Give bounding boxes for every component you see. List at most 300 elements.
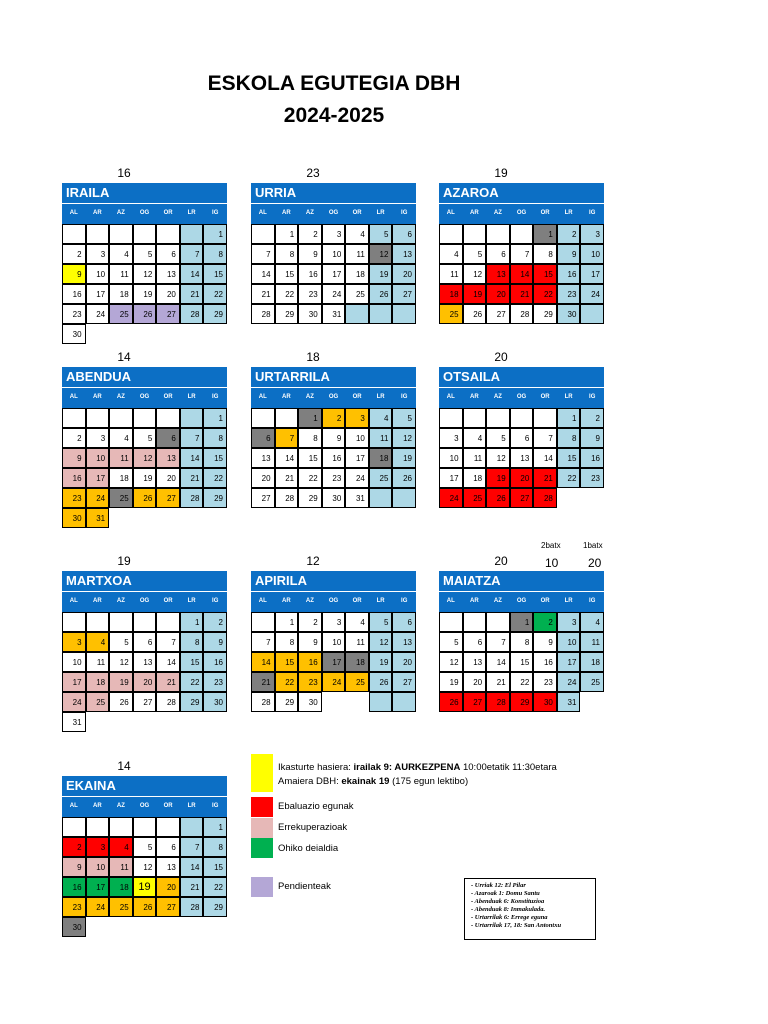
day-cell: 4	[109, 428, 133, 448]
day-cell: 14	[180, 448, 204, 468]
day-cell: 16	[203, 652, 227, 672]
weekday-header: AL	[258, 210, 267, 216]
empty-day-cell	[510, 224, 534, 244]
day-cell: 5	[463, 244, 487, 264]
weekday-header: AR	[93, 803, 102, 809]
month-name: MAIATZA	[439, 571, 604, 591]
day-cell: 29	[203, 304, 227, 324]
day-cell: 15	[203, 264, 227, 284]
day-cell: 11	[109, 264, 133, 284]
day-cell: 4	[580, 612, 604, 632]
day-cell: 28	[533, 488, 557, 508]
day-cell: 24	[86, 304, 110, 324]
note-line: - Abenduak 6: Konstituzioa	[471, 898, 545, 905]
day-cell: 27	[510, 488, 534, 508]
day-cell: 15	[533, 264, 557, 284]
weekday-header: AL	[69, 803, 78, 809]
day-cell: 22	[557, 468, 581, 488]
month-azaroa	[439, 166, 604, 324]
weekday-header: OR	[163, 598, 173, 604]
empty-day-cell	[203, 324, 227, 344]
day-cell: 25	[345, 284, 369, 304]
day-cell: 19	[133, 877, 157, 897]
weekday-header-row	[62, 203, 227, 224]
empty-day-cell	[463, 612, 487, 632]
empty-day-cell	[463, 408, 487, 428]
day-cell: 27	[392, 672, 416, 692]
weekday-header: OR	[163, 394, 173, 400]
day-cell: 9	[533, 632, 557, 652]
weekday-header: OG	[328, 394, 339, 400]
day-cell: 18	[580, 652, 604, 672]
month-day-grid	[439, 408, 604, 508]
day-cell: 8	[275, 632, 299, 652]
day-cell: 2	[322, 408, 346, 428]
day-cell: 7	[486, 632, 510, 652]
day-cell: 27	[251, 488, 275, 508]
day-cell: 18	[86, 672, 110, 692]
day-cell: 29	[203, 488, 227, 508]
empty-day-cell	[203, 712, 227, 732]
day-cell: 15	[275, 652, 299, 672]
weekday-header: IG	[401, 210, 408, 216]
day-cell: 28	[275, 488, 299, 508]
day-cell: 24	[557, 672, 581, 692]
day-cell: 1	[275, 612, 299, 632]
day-cell: 3	[62, 632, 86, 652]
day-cell: 12	[133, 857, 157, 877]
weekday-header: AZ	[116, 598, 125, 604]
weekday-header: AR	[282, 598, 291, 604]
empty-day-cell	[439, 612, 463, 632]
day-cell: 11	[439, 264, 463, 284]
empty-day-cell	[133, 508, 157, 528]
weekday-header: LR	[376, 210, 385, 216]
month-martxoa	[62, 554, 227, 732]
weekday-header-row	[62, 796, 227, 817]
day-cell: 23	[580, 468, 604, 488]
day-cell: 29	[533, 304, 557, 324]
day-cell: 16	[62, 468, 86, 488]
day-cell: 2	[203, 612, 227, 632]
month-ekaina	[62, 759, 227, 937]
day-cell: 18	[439, 284, 463, 304]
empty-day-cell	[510, 408, 534, 428]
weekday-header: AZ	[493, 210, 502, 216]
day-cell: 21	[510, 284, 534, 304]
day-cell: 21	[251, 672, 275, 692]
day-cell: 10	[322, 632, 346, 652]
day-cell: 17	[557, 652, 581, 672]
weekday-header: IG	[401, 394, 408, 400]
day-cell: 1	[203, 817, 227, 837]
weekday-header: AR	[282, 210, 291, 216]
day-cell: 13	[156, 264, 180, 284]
legend-rec-label: Errekuperazioak	[278, 822, 348, 833]
empty-day-cell	[180, 917, 204, 937]
day-cell: 6	[392, 224, 416, 244]
day-cell: 10	[580, 244, 604, 264]
weekday-header: AZ	[493, 598, 502, 604]
day-cell: 5	[439, 632, 463, 652]
day-cell: 24	[86, 488, 110, 508]
day-cell: 24	[345, 468, 369, 488]
weekday-header: AR	[93, 394, 102, 400]
day-cell: 8	[298, 428, 322, 448]
weekday-header: LR	[564, 598, 573, 604]
empty-day-cell	[133, 917, 157, 937]
day-cell: 19	[439, 672, 463, 692]
empty-day-cell	[156, 224, 180, 244]
day-cell: 16	[298, 652, 322, 672]
day-cell: 25	[109, 488, 133, 508]
day-cell: 10	[86, 264, 110, 284]
empty-day-cell	[62, 408, 86, 428]
day-cell: 12	[463, 264, 487, 284]
empty-day-cell	[486, 612, 510, 632]
day-cell: 22	[510, 672, 534, 692]
day-cell: 8	[275, 244, 299, 264]
weekday-header: AL	[446, 394, 455, 400]
day-cell: 12	[133, 448, 157, 468]
empty-day-cell	[109, 917, 133, 937]
empty-day-cell	[109, 224, 133, 244]
day-cell: 15	[203, 448, 227, 468]
day-cell: 5	[133, 244, 157, 264]
day-cell: 23	[203, 672, 227, 692]
day-cell: 10	[557, 632, 581, 652]
weekday-header: OR	[163, 210, 173, 216]
note-line: - Urtarrilak 17, 18: San Antontxu	[471, 922, 562, 929]
empty-day-cell	[86, 712, 110, 732]
day-cell: 17	[580, 264, 604, 284]
day-cell: 26	[369, 284, 393, 304]
month-name: ABENDUA	[62, 367, 227, 387]
weekday-header: LR	[564, 394, 573, 400]
weekday-header: AR	[470, 210, 479, 216]
day-cell: 14	[156, 652, 180, 672]
empty-day-cell	[156, 817, 180, 837]
month-name: EKAINA	[62, 776, 227, 796]
day-cell: 12	[439, 652, 463, 672]
day-cell: 3	[322, 224, 346, 244]
day-cell: 2	[533, 612, 557, 632]
empty-day-cell	[369, 488, 393, 508]
day-cell: 8	[203, 428, 227, 448]
weekday-header: LR	[564, 210, 573, 216]
weekday-header: OR	[352, 598, 362, 604]
day-cell: 22	[203, 877, 227, 897]
day-cell: 9	[322, 428, 346, 448]
day-cell: 24	[322, 672, 346, 692]
month-school-days-count: 16	[117, 166, 131, 180]
holidays-notes-box	[464, 878, 596, 940]
day-cell: 7	[251, 244, 275, 264]
weekday-header: AZ	[305, 394, 314, 400]
day-cell: 11	[109, 857, 133, 877]
month-day-grid	[62, 612, 227, 732]
day-cell: 18	[109, 468, 133, 488]
legend-start-line1: Ikasturte hasiera: irailak 9: AURKEZPENA 10:00etatik 11:30etara	[278, 762, 557, 773]
weekday-header-row	[251, 591, 416, 612]
day-cell: 12	[109, 652, 133, 672]
month-school-days-count: 19	[117, 554, 131, 568]
month-name: MARTXOA	[62, 571, 227, 591]
weekday-header: LR	[187, 598, 196, 604]
day-cell: 1	[298, 408, 322, 428]
day-cell: 26	[369, 672, 393, 692]
day-cell: 16	[557, 264, 581, 284]
day-cell: 23	[322, 468, 346, 488]
day-cell: 13	[510, 448, 534, 468]
day-cell: 10	[322, 244, 346, 264]
empty-day-cell	[203, 917, 227, 937]
day-cell: 16	[298, 264, 322, 284]
weekday-header: AR	[470, 394, 479, 400]
weekday-header: OG	[516, 598, 527, 604]
day-cell: 18	[369, 448, 393, 468]
day-cell: 30	[298, 692, 322, 712]
month-name: OTSAILA	[439, 367, 604, 387]
month-day-grid	[439, 612, 604, 712]
day-cell: 30	[62, 508, 86, 528]
day-cell: 6	[486, 244, 510, 264]
day-cell: 17	[322, 652, 346, 672]
month-school-days-count: 12	[306, 554, 320, 568]
weekday-header: LR	[187, 210, 196, 216]
day-cell: 19	[369, 652, 393, 672]
day-cell: 22	[203, 468, 227, 488]
day-cell: 7	[156, 632, 180, 652]
empty-day-cell	[322, 692, 346, 712]
day-cell: 13	[156, 448, 180, 468]
day-cell: 9	[62, 264, 86, 284]
empty-day-cell	[109, 712, 133, 732]
day-cell: 1	[510, 612, 534, 632]
day-cell: 31	[62, 712, 86, 732]
day-cell: 28	[180, 897, 204, 917]
day-cell: 26	[486, 488, 510, 508]
day-cell: 30	[322, 488, 346, 508]
day-cell: 24	[580, 284, 604, 304]
day-cell: 20	[392, 652, 416, 672]
day-cell: 30	[203, 692, 227, 712]
day-cell: 8	[203, 837, 227, 857]
day-cell: 7	[510, 244, 534, 264]
empty-day-cell	[133, 324, 157, 344]
day-cell: 29	[275, 304, 299, 324]
empty-day-cell	[133, 712, 157, 732]
day-cell: 11	[86, 652, 110, 672]
weekday-header: AL	[446, 598, 455, 604]
day-cell: 17	[86, 877, 110, 897]
day-cell: 25	[345, 672, 369, 692]
day-cell: 17	[86, 468, 110, 488]
day-cell: 27	[392, 284, 416, 304]
empty-day-cell	[62, 612, 86, 632]
day-cell: 23	[298, 284, 322, 304]
day-cell: 26	[109, 692, 133, 712]
day-cell: 25	[109, 304, 133, 324]
empty-day-cell	[156, 508, 180, 528]
day-cell: 28	[180, 488, 204, 508]
month-name: APIRILA	[251, 571, 416, 591]
day-cell: 21	[486, 672, 510, 692]
day-cell: 10	[86, 448, 110, 468]
day-cell: 14	[510, 264, 534, 284]
day-cell: 18	[109, 877, 133, 897]
empty-day-cell	[251, 612, 275, 632]
day-cell: 22	[275, 672, 299, 692]
weekday-header-row	[62, 591, 227, 612]
empty-day-cell	[109, 324, 133, 344]
day-cell: 30	[62, 917, 86, 937]
day-cell: 10	[439, 448, 463, 468]
day-cell: 8	[203, 244, 227, 264]
day-cell: 16	[62, 877, 86, 897]
note-line: - Azaroak 1: Domu Santu	[471, 890, 540, 897]
day-cell: 4	[439, 244, 463, 264]
day-cell: 9	[557, 244, 581, 264]
day-cell: 28	[156, 692, 180, 712]
weekday-header: OR	[163, 803, 173, 809]
day-cell: 1	[275, 224, 299, 244]
empty-day-cell	[86, 612, 110, 632]
day-cell: 9	[580, 428, 604, 448]
day-cell: 18	[463, 468, 487, 488]
day-cell: 26	[133, 488, 157, 508]
day-cell: 2	[298, 224, 322, 244]
note-line: - Urriak 12: El Pilar	[471, 882, 526, 889]
day-cell: 23	[62, 897, 86, 917]
legend-eval-label: Ebaluazio egunak	[278, 801, 354, 812]
day-cell: 21	[533, 468, 557, 488]
day-cell: 4	[345, 224, 369, 244]
day-cell: 23	[298, 672, 322, 692]
day-cell: 24	[86, 897, 110, 917]
day-cell: 22	[533, 284, 557, 304]
day-cell: 2	[62, 837, 86, 857]
day-cell: 20	[463, 672, 487, 692]
day-cell: 10	[62, 652, 86, 672]
day-cell: 5	[369, 224, 393, 244]
day-cell: 13	[156, 857, 180, 877]
month-urtarrila	[251, 350, 416, 508]
legend-swatch-rec	[251, 818, 273, 838]
weekday-header-row	[439, 591, 604, 612]
day-cell: 3	[322, 612, 346, 632]
weekday-header-row	[439, 203, 604, 224]
month-day-grid	[251, 612, 416, 712]
day-cell: 6	[156, 244, 180, 264]
day-cell: 30	[62, 324, 86, 344]
empty-day-cell	[203, 508, 227, 528]
day-cell: 16	[533, 652, 557, 672]
empty-day-cell	[251, 224, 275, 244]
weekday-header: AZ	[116, 803, 125, 809]
month-day-grid	[251, 408, 416, 508]
weekday-header: AL	[69, 210, 78, 216]
day-cell: 4	[109, 244, 133, 264]
day-cell: 6	[156, 428, 180, 448]
day-cell: 26	[439, 692, 463, 712]
day-cell: 15	[180, 652, 204, 672]
day-cell: 12	[369, 244, 393, 264]
day-cell: 12	[369, 632, 393, 652]
empty-day-cell	[557, 488, 581, 508]
empty-day-cell	[180, 324, 204, 344]
month-school-days-count: 14	[117, 759, 131, 773]
note-line: - Urtarrilak 6: Errege eguna	[471, 914, 548, 921]
weekday-header: LR	[376, 394, 385, 400]
weekday-header: OG	[516, 394, 527, 400]
day-cell: 17	[322, 264, 346, 284]
day-cell: 11	[345, 244, 369, 264]
day-cell: 24	[322, 284, 346, 304]
day-cell: 2	[557, 224, 581, 244]
day-cell: 21	[251, 284, 275, 304]
weekday-header: AZ	[305, 210, 314, 216]
day-cell: 28	[486, 692, 510, 712]
weekday-header: OG	[139, 803, 150, 809]
empty-day-cell	[180, 408, 204, 428]
day-cell: 1	[203, 224, 227, 244]
day-cell: 23	[62, 304, 86, 324]
empty-day-cell	[580, 304, 604, 324]
day-cell: 17	[345, 448, 369, 468]
day-cell: 1	[180, 612, 204, 632]
day-cell: 23	[533, 672, 557, 692]
weekday-header-row	[62, 387, 227, 408]
day-cell: 22	[298, 468, 322, 488]
day-cell: 11	[109, 448, 133, 468]
month-maiatza	[439, 554, 604, 712]
day-cell: 27	[156, 488, 180, 508]
empty-day-cell	[180, 817, 204, 837]
month-school-days-count: 18	[306, 350, 320, 364]
weekday-header: AZ	[116, 394, 125, 400]
day-cell: 2	[298, 612, 322, 632]
day-cell: 3	[557, 612, 581, 632]
day-cell: 4	[345, 612, 369, 632]
day-cell: 7	[180, 837, 204, 857]
day-cell: 9	[298, 632, 322, 652]
day-cell: 28	[251, 692, 275, 712]
note-line: - Abenduak 8: Inmakulada.	[471, 906, 546, 913]
day-cell: 5	[369, 612, 393, 632]
day-cell: 13	[392, 632, 416, 652]
weekday-header: OG	[139, 210, 150, 216]
day-cell: 10	[86, 857, 110, 877]
day-cell: 19	[392, 448, 416, 468]
day-cell: 5	[109, 632, 133, 652]
weekday-header: AR	[282, 394, 291, 400]
empty-day-cell	[251, 408, 275, 428]
day-cell: 16	[322, 448, 346, 468]
day-cell: 14	[251, 652, 275, 672]
day-cell: 14	[251, 264, 275, 284]
day-cell: 20	[510, 468, 534, 488]
day-cell: 11	[369, 428, 393, 448]
day-cell: 3	[439, 428, 463, 448]
weekday-header: AR	[470, 598, 479, 604]
day-cell: 18	[345, 652, 369, 672]
month-iraila	[62, 166, 227, 344]
day-cell: 22	[275, 284, 299, 304]
day-cell: 11	[580, 632, 604, 652]
empty-day-cell	[86, 324, 110, 344]
day-cell: 14	[275, 448, 299, 468]
